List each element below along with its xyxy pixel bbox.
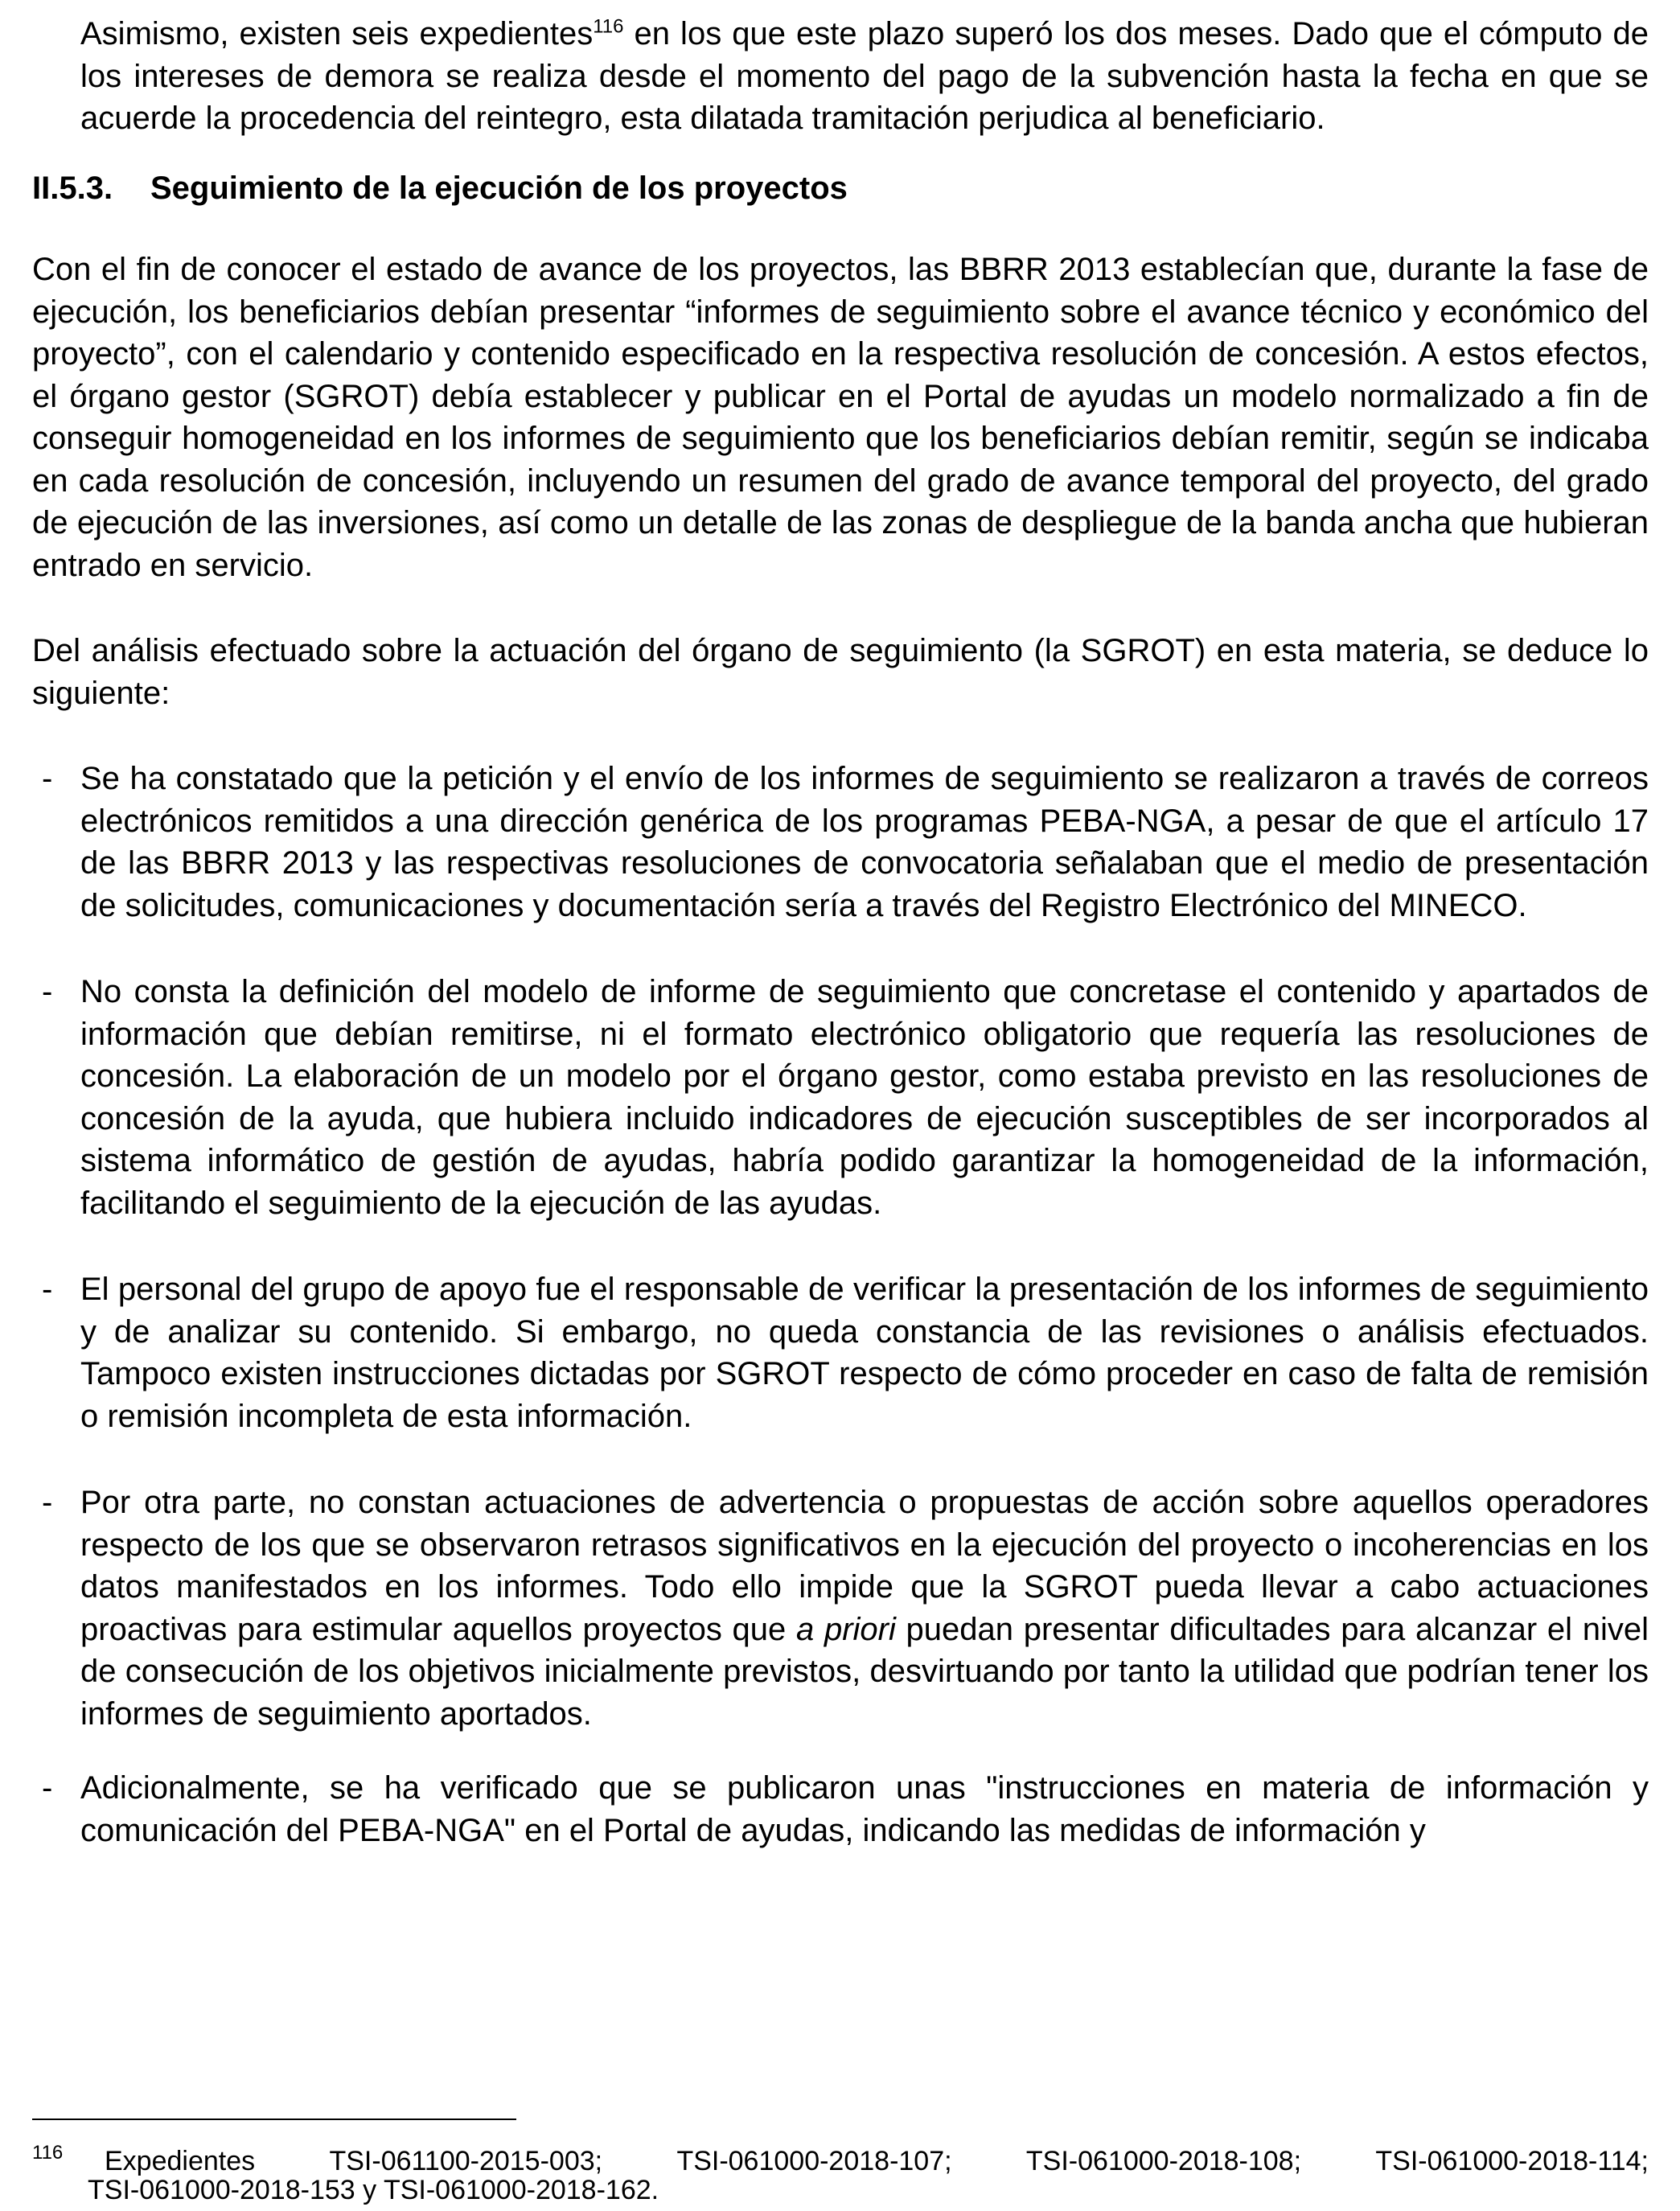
paragraph-analysis-intro: Del análisis efectuado sobre la actuación del órgano de seguimiento (la SGROT) en esta materia, se deduce lo siguiente: <box>32 633 1649 711</box>
list-item-text: Adicionalmente, se ha verificado que se publicaron unas "instrucciones en materia de información y comunicación del PEBA-NGA" en el Portal de ayudas, indicando las medidas de información y <box>80 1770 1649 1848</box>
list-item-text: No consta la definición del modelo de informe de seguimiento que concretase el contenido y apartados de información que debían remitirse, ni el formato electrónico obligatorio que requería las resoluciones de concesión. La elaboración de un modelo por el órgano gestor, como estaba previsto en las resoluciones de concesión de la ayuda, que hubiera incluido indicadores de ejecución susceptibles de ser incorporados al sistema informático de gestión de ayudas, habría podido garantizar la homogeneidad de la información, facilitando el seguimiento de la ejecución de las ayudas. <box>80 974 1649 1221</box>
list-item <box>32 758 1649 927</box>
document-page <box>32 13 1649 1896</box>
list-item <box>32 1767 1649 1851</box>
footnote-separator <box>32 2119 516 2120</box>
footnote-number: 116 <box>32 2142 64 2164</box>
bullet-dash: - <box>42 761 53 796</box>
bullet-dash: - <box>42 1485 53 1520</box>
footnote-reference[interactable]: 116 <box>593 15 624 38</box>
findings-list <box>32 758 1649 1851</box>
footnote-text-line2: TSI-061000-2018-153 y TSI-061000-2018-162. <box>88 2175 659 2205</box>
paragraph-context: Con el fin de conocer el estado de avance de los proyectos, las BBRR 2013 establecían que, durante la fase de ejecución, los beneficiarios debían presentar “informes de seguimiento sobre el avance técnico y económico del proyecto”, con el calendario y contenido especificado en la respectiva resolución de concesión. A estos efectos, el órgano gestor (SGROT) debía establecer y publicar en el Portal de ayudas un modelo normalizado a fin de conseguir homogeneidad en los informes de seguimiento que los beneficiarios debían remitir, según se indicaba en cada resolución de concesión, incluyendo un resumen del grado de avance temporal del proyecto, del grado de ejecución de las inversiones, así como un detalle de las zonas de despliegue de la banda ancha que hubieran entrado en servicio. <box>32 252 1649 583</box>
list-item-text: Se ha constatado que la petición y el envío de los informes de seguimiento se realizaron a través de correos electrónicos remitidos a una dirección genérica de los programas PEBA-NGA, a pesar de que el artículo 17 de las BBRR 2013 y las respectivas resoluciones de convocatoria señalaban que el medio de presentación de solicitudes, comunicaciones y documentación sería a través del Registro Electrónico del MINECO. <box>80 761 1649 923</box>
bullet-dash: - <box>42 1272 53 1307</box>
bullet-dash: - <box>42 1770 53 1806</box>
section-number: II.5.3. <box>32 170 113 206</box>
intro-paragraph: Asimismo, existen seis expedientes$^{116}$ en los que este plazo superó los dos meses. Dado que el cómputo de los intereses de demora se realiza desde el momento del pago de la subvención hasta la fecha en que se acuerde la procedencia del reintegro, esta dilatada tramitación perjudica al beneficiario. <box>80 15 1649 136</box>
footnote <box>32 2142 1649 2205</box>
section-title: Seguimiento de la ejecución de los proyectos <box>150 170 848 206</box>
list-item <box>32 971 1649 1224</box>
list-item <box>32 1268 1649 1437</box>
bullet-dash: - <box>42 974 53 1009</box>
list-item <box>32 1482 1649 1735</box>
list-item-text: Por otra parte, no constan actuaciones de advertencia o propuestas de acción sobre aquellos operadores respecto de los que se observaron retrasos significativos en la ejecución del proyecto o incoherencias en los datos manifestados en los informes. Todo ello impide que la SGROT pueda llevar a cabo actuaciones proactivas para estimular aquellos proyectos que a priori puedan presentar dificultades para alcanzar el nivel de consecución de los objetivos inicialmente previstos, desvirtuando por tanto la utilidad que podrían tener los informes de seguimiento aportados. <box>80 1485 1649 1732</box>
footnote-text-line1: Expedientes TSI-061100-2015-003; TSI-061000-2018-107; TSI-061000-2018-108; TSI-061000-2018-114; <box>105 2146 1649 2176</box>
section-heading <box>32 167 1649 210</box>
list-item-text: El personal del grupo de apoyo fue el responsable de verificar la presentación de los informes de seguimiento y de analizar su contenido. Si embargo, no queda constancia de las revisiones o análisis efectuados. Tampoco existen instrucciones dictadas por SGROT respecto de cómo proceder en caso de falta de remisión o remisión incompleta de esta información. <box>80 1272 1649 1434</box>
italic-term: a priori <box>796 1611 896 1647</box>
